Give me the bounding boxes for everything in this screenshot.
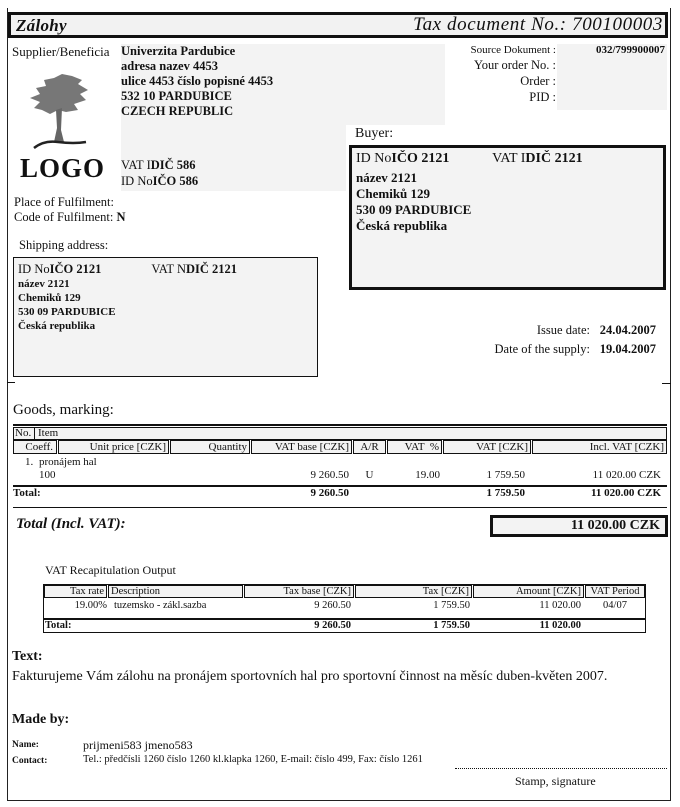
reference-row <box>440 90 667 106</box>
buyer-box <box>349 145 666 290</box>
item-vat: 1 759.50 <box>486 469 525 481</box>
supplier-vat <box>121 158 196 173</box>
buyer-id-value: IČO 2121 <box>391 151 450 166</box>
goods-total-label: Total: <box>13 487 41 499</box>
buyer-vat-label: VAT I <box>492 151 526 166</box>
recap-col-tax-rate: Tax rate <box>44 585 107 598</box>
shipping-address-line: Chemiků 129 <box>18 292 81 304</box>
place-of-fulfilment-label: Place of Fulfilment: <box>14 195 114 209</box>
shipping-vat-value: DIČ 2121 <box>186 262 238 276</box>
goods-header-row-2 <box>13 440 667 454</box>
grand-total-label: Total (Incl. VAT): <box>16 516 126 532</box>
shipping-address-line: název 2121 <box>18 278 70 290</box>
code-of-fulfilment-label: Code of Fulfilment: <box>14 210 114 224</box>
order-label: Order : <box>520 74 556 88</box>
place-of-fulfilment <box>14 195 114 210</box>
signature-label: Stamp, signature <box>515 774 596 788</box>
source-document-label: Source Dokument : <box>470 44 556 56</box>
recap-amount: 11 020.00 <box>539 600 581 611</box>
shipping-id-label: ID No <box>18 262 50 276</box>
supplier-id-value: IČO 586 <box>152 174 199 188</box>
goods-end-rule <box>13 507 667 508</box>
order-value <box>556 74 667 90</box>
issue-date-value: 24.04.2007 <box>599 323 656 337</box>
shipping-address-label: Shipping address: <box>19 238 109 252</box>
goods-item-row <box>13 456 667 484</box>
shipping-address-line: 530 09 PARDUBICE <box>18 306 116 318</box>
shipping-address-box <box>13 257 318 377</box>
document-number <box>413 14 663 36</box>
recap-vat-period: 04/07 <box>603 600 627 611</box>
reference-row <box>440 44 667 58</box>
vat-recap-table <box>43 584 646 633</box>
fold-mark <box>7 382 15 383</box>
reference-list <box>440 44 667 106</box>
document-type-title: Zálohy <box>16 16 67 35</box>
your-order-label: Your order No. : <box>473 58 556 72</box>
goods-total-vat-base: 9 260.50 <box>310 487 349 499</box>
issue-date-label: Issue date: <box>536 323 590 337</box>
recap-col-tax: Tax [CZK] <box>355 585 472 598</box>
made-by-label: Made by: <box>12 712 70 727</box>
goods-total-row <box>13 487 667 501</box>
dates-block <box>440 323 656 361</box>
buyer-label: Buyer: <box>355 126 394 141</box>
source-document-value: 032/799900007 <box>595 44 665 56</box>
supplier-address-line: adresa nazev 4453 <box>121 59 218 73</box>
buyer-id-label: ID No <box>356 151 392 166</box>
col-quantity-header: Quantity <box>170 440 250 454</box>
buyer-address-line: 530 09 PARDUBICE <box>356 202 472 217</box>
reference-row <box>440 58 667 74</box>
vat-recap-title: VAT Recapitulation Output <box>45 563 176 577</box>
contact-label: Contact: <box>12 756 48 766</box>
shipping-ids <box>18 261 313 277</box>
vat-recap-total-row <box>44 620 645 633</box>
col-vat-pct-header: VAT % <box>387 440 442 454</box>
goods-total-vat: 1 759.50 <box>486 487 525 499</box>
your-order-value <box>556 58 667 74</box>
document-header <box>8 12 668 38</box>
recap-description: tuzemsko - zákl.sazba <box>114 600 207 611</box>
recap-col-description: Description <box>108 585 243 598</box>
item-vat-pct: 19.00 <box>415 469 440 481</box>
supplier-vat-label: VAT I <box>121 158 151 172</box>
logo-text: LOGO <box>20 153 106 183</box>
supplier-address-block <box>121 44 445 125</box>
recap-total-tax: 1 759.50 <box>433 620 470 631</box>
shipping-address-line: Česká republika <box>18 320 96 332</box>
text-section-label: Text: <box>12 649 43 664</box>
tree-logo-icon <box>28 70 92 150</box>
recap-tax-base: 9 260.50 <box>314 600 351 611</box>
supplier-address-line: ulice 4453 číslo popisné 4453 <box>121 74 274 88</box>
code-of-fulfilment-value: N <box>116 210 126 224</box>
col-coeff-header: Coeff. <box>13 440 57 454</box>
recap-col-vat-period: VAT Period <box>585 585 645 598</box>
supplier-address-line: 532 10 PARDUBICE <box>121 89 232 103</box>
col-no-header: No. <box>14 428 35 439</box>
signature-line <box>455 768 667 769</box>
supplier-tax-ids <box>121 125 346 191</box>
reference-row <box>440 74 667 90</box>
text-section-body: Fakturujeme Vám zálohu na pronájem sportovních hal pro sportovní činnost na měsíc duben-květen 2007. <box>12 669 608 684</box>
col-vat-base-header: VAT base [CZK] <box>251 440 352 454</box>
goods-header-row-1 <box>13 427 667 440</box>
document-number-value: 700100003 <box>572 14 663 35</box>
vat-recap-row <box>44 600 645 616</box>
shipping-id-value: IČO 2121 <box>49 262 102 276</box>
supplier-address-line: CZECH REPUBLIC <box>121 104 234 118</box>
col-vat-header: VAT [CZK] <box>443 440 531 454</box>
item-number: 1. <box>25 456 34 468</box>
col-incl-vat-header: Incl. VAT [CZK] <box>532 440 667 454</box>
name-label: Name: <box>12 740 39 750</box>
col-unit-price-header: Unit price [CZK] <box>58 440 169 454</box>
recap-col-amount: Amount [CZK] <box>473 585 584 598</box>
supply-date-row <box>440 342 656 361</box>
buyer-vat-value: DIČ 2121 <box>525 151 583 166</box>
shipping-vat-label: VAT N <box>151 262 186 276</box>
recap-total-label: Total: <box>45 620 72 631</box>
buyer-address-line: Česká republika <box>356 218 448 233</box>
item-coeff: 100 <box>39 469 56 481</box>
vat-recap-header-row <box>44 585 645 598</box>
supply-date-label: Date of the supply: <box>494 342 590 356</box>
goods-header-rule <box>13 424 667 426</box>
item-vat-base: 9 260.50 <box>310 469 349 481</box>
recap-total-amount: 11 020.00 <box>539 620 581 631</box>
document-number-label: Tax document No.: <box>413 14 567 35</box>
item-incl-vat: 11 020.00 CZK <box>592 469 661 481</box>
supplier-id <box>121 174 198 189</box>
grand-total-value: 11 020.00 CZK <box>490 515 668 537</box>
goods-total-incl-vat: 11 020.00 CZK <box>591 487 661 499</box>
code-of-fulfilment <box>14 210 125 225</box>
recap-total-base: 9 260.50 <box>314 620 351 631</box>
pid-value <box>556 90 667 106</box>
supplier-id-label: ID No <box>121 174 153 188</box>
supplier-label: Supplier/Beneficia <box>12 44 110 59</box>
name-value: prijmeni583 jmeno583 <box>83 738 193 752</box>
recap-tax-rate: 19.00% <box>74 600 107 611</box>
buyer-address-line: název 2121 <box>356 170 418 185</box>
fold-mark <box>662 383 671 384</box>
supply-date-value: 19.04.2007 <box>599 342 656 356</box>
contact-value: Tel.: předčísli 1260 číslo 1260 kl.klapka 1260, E-mail: číslo 499, Fax: číslo 1261 <box>83 754 423 765</box>
item-name: pronájem hal <box>39 456 97 468</box>
issue-date-row <box>440 323 656 342</box>
recap-col-tax-base: Tax base [CZK] <box>244 585 354 598</box>
recap-tax: 1 759.50 <box>433 600 470 611</box>
pid-label: PID : <box>529 90 556 104</box>
item-ar: U <box>365 469 374 481</box>
col-ar-header: A/R <box>353 440 386 454</box>
col-item-header: Item <box>38 427 59 439</box>
buyer-address-line: Chemiků 129 <box>356 186 431 201</box>
buyer-ids <box>356 150 659 168</box>
supplier-name: Univerzita Pardubice <box>121 44 236 58</box>
supplier-vat-value: DIČ 586 <box>150 158 196 172</box>
goods-section-title: Goods, marking: <box>13 402 114 418</box>
